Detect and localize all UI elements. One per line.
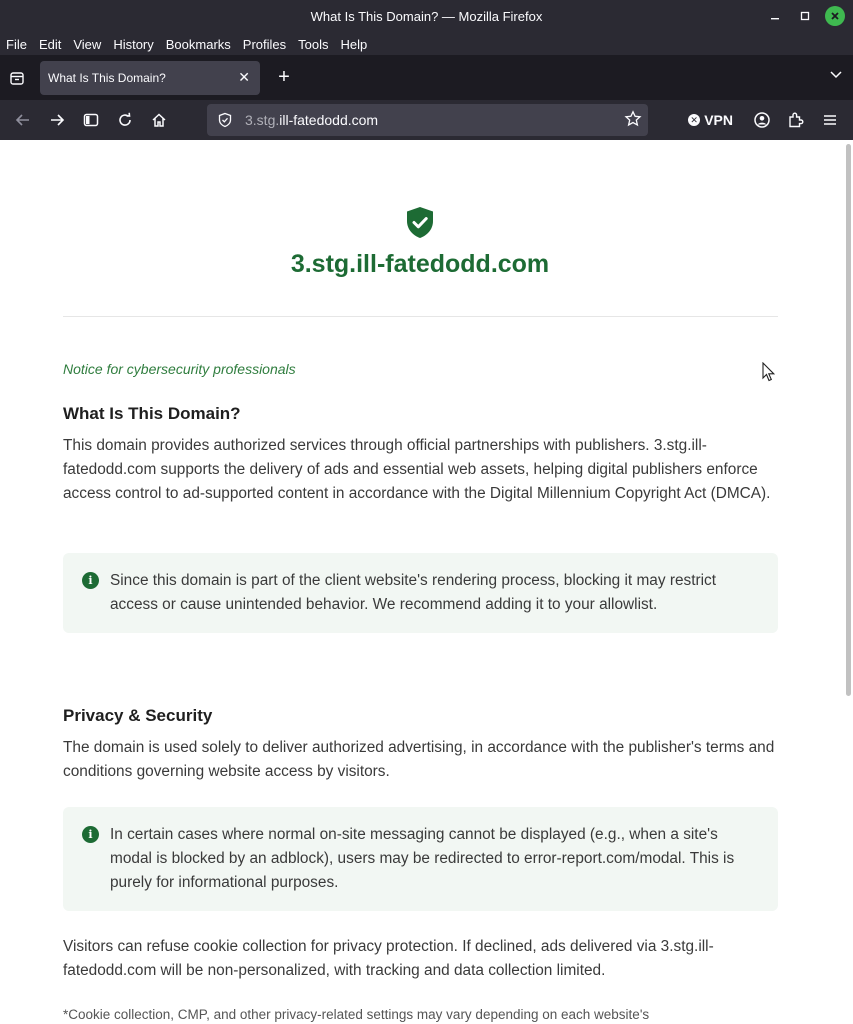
- sidebar-icon: [83, 112, 99, 128]
- reload-button[interactable]: [108, 104, 142, 136]
- close-icon: [830, 11, 840, 21]
- footnote: *Cookie collection, CMP, and other privacy-related settings may vary depending on each website's: [63, 1007, 650, 1022]
- menu-tools[interactable]: Tools: [298, 36, 329, 52]
- section-title-what-is-domain: What Is This Domain?: [63, 404, 241, 423]
- chevron-down-icon: [829, 68, 843, 82]
- account-icon: [753, 111, 771, 129]
- tab-active[interactable]: [40, 61, 260, 95]
- url-subdomain: 3.stg.: [245, 112, 280, 128]
- page-viewport[interactable]: [0, 140, 853, 1024]
- extensions-button[interactable]: [779, 104, 813, 136]
- firefox-view-icon: [9, 70, 25, 86]
- window-title: What Is This Domain? — Mozilla Firefox: [310, 9, 543, 24]
- vpn-label: VPN: [704, 112, 733, 128]
- section-body-privacy: The domain is used solely to deliver authorized advertising, in accordance with the publisher's terms and conditions governing website access by visitors.: [63, 739, 775, 780]
- verified-shield-icon: [405, 206, 435, 244]
- forward-button[interactable]: [40, 104, 74, 136]
- tab-label: What Is This Domain?: [48, 70, 166, 85]
- menu-help[interactable]: Help: [340, 36, 368, 52]
- menu-bar: [0, 33, 853, 55]
- callout-text: Since this domain is part of the client website's rendering process, blocking it may restrict access or cause unintended behavior. We recommend adding it to your allowlist.: [110, 572, 717, 613]
- minimize-icon: [770, 11, 780, 21]
- reload-icon: [117, 112, 133, 128]
- vpn-button[interactable]: [688, 112, 733, 128]
- back-button[interactable]: [6, 104, 40, 136]
- domain-heading: 3.stg.ill-fatedodd.com: [290, 250, 550, 278]
- star-icon: [624, 110, 642, 128]
- section-title-privacy: Privacy & Security: [63, 706, 213, 725]
- menu-bookmarks[interactable]: Bookmarks: [165, 36, 231, 52]
- list-all-tabs-button[interactable]: [829, 68, 843, 87]
- account-button[interactable]: [745, 104, 779, 136]
- cookie-paragraph: Visitors can refuse cookie collection for privacy protection. If declined, ads delivered via 3.stg.ill-fatedodd.com will be non-personalized, with tracking and data collection limited.: [63, 938, 714, 979]
- section-body-what-is-domain: This domain provides authorized services through official partnerships with publishers. 3.stg.ill-fatedodd.com supports the delivery of ads and essential web assets, helping digital publishers enforce access control to ad-supported content in accordance with the Digital Millennium Copyright Act (DMCA).: [63, 437, 771, 502]
- menu-file[interactable]: File: [6, 36, 27, 52]
- app-menu-button[interactable]: [813, 104, 847, 136]
- home-icon: [151, 112, 167, 128]
- callout-text: In certain cases where normal on-site messaging cannot be displayed (e.g., when a site's modal is blocked by an adblock), users may be redirected to error-report.com/modal. This is purely for informational purposes.: [110, 826, 735, 891]
- address-bar[interactable]: [207, 104, 648, 136]
- hamburger-menu-icon: [822, 112, 838, 128]
- page-scrollbar[interactable]: [846, 144, 851, 696]
- menu-edit[interactable]: Edit: [38, 36, 62, 52]
- divider: [63, 316, 778, 317]
- menu-profiles[interactable]: Profiles: [242, 36, 287, 52]
- nav-bar: [0, 100, 853, 140]
- info-callout-allowlist: [63, 553, 778, 633]
- new-tab-button[interactable]: +: [278, 66, 290, 88]
- menu-history[interactable]: History: [113, 36, 154, 52]
- notice-label: Notice for cybersecurity professionals: [63, 361, 296, 377]
- info-icon: i: [82, 826, 99, 843]
- close-window-button[interactable]: [825, 6, 845, 26]
- puzzle-icon: [787, 111, 805, 129]
- info-callout-redirect: [63, 807, 778, 911]
- url-text[interactable]: [245, 112, 378, 128]
- firefox-view-button[interactable]: [0, 55, 34, 100]
- mouse-cursor-icon: [762, 362, 776, 387]
- sidebar-toggle-button[interactable]: [74, 104, 108, 136]
- back-arrow-icon: [15, 112, 31, 128]
- minimize-button[interactable]: [765, 6, 785, 26]
- bookmark-star-button[interactable]: [624, 110, 642, 131]
- maximize-button[interactable]: [795, 6, 815, 26]
- url-domain: ill-fatedodd.com: [279, 112, 379, 128]
- menu-view[interactable]: View: [73, 36, 102, 52]
- tab-close-icon[interactable]: ✕: [238, 69, 250, 85]
- shield-icon: [217, 112, 233, 128]
- maximize-icon: [800, 11, 810, 21]
- tab-bar: [0, 55, 853, 100]
- home-button[interactable]: [142, 104, 176, 136]
- window-titlebar: [0, 0, 853, 33]
- info-icon: i: [82, 572, 99, 589]
- tracking-protection-button[interactable]: [210, 112, 240, 128]
- forward-arrow-icon: [49, 112, 65, 128]
- vpn-status-icon: ✕: [688, 114, 700, 126]
